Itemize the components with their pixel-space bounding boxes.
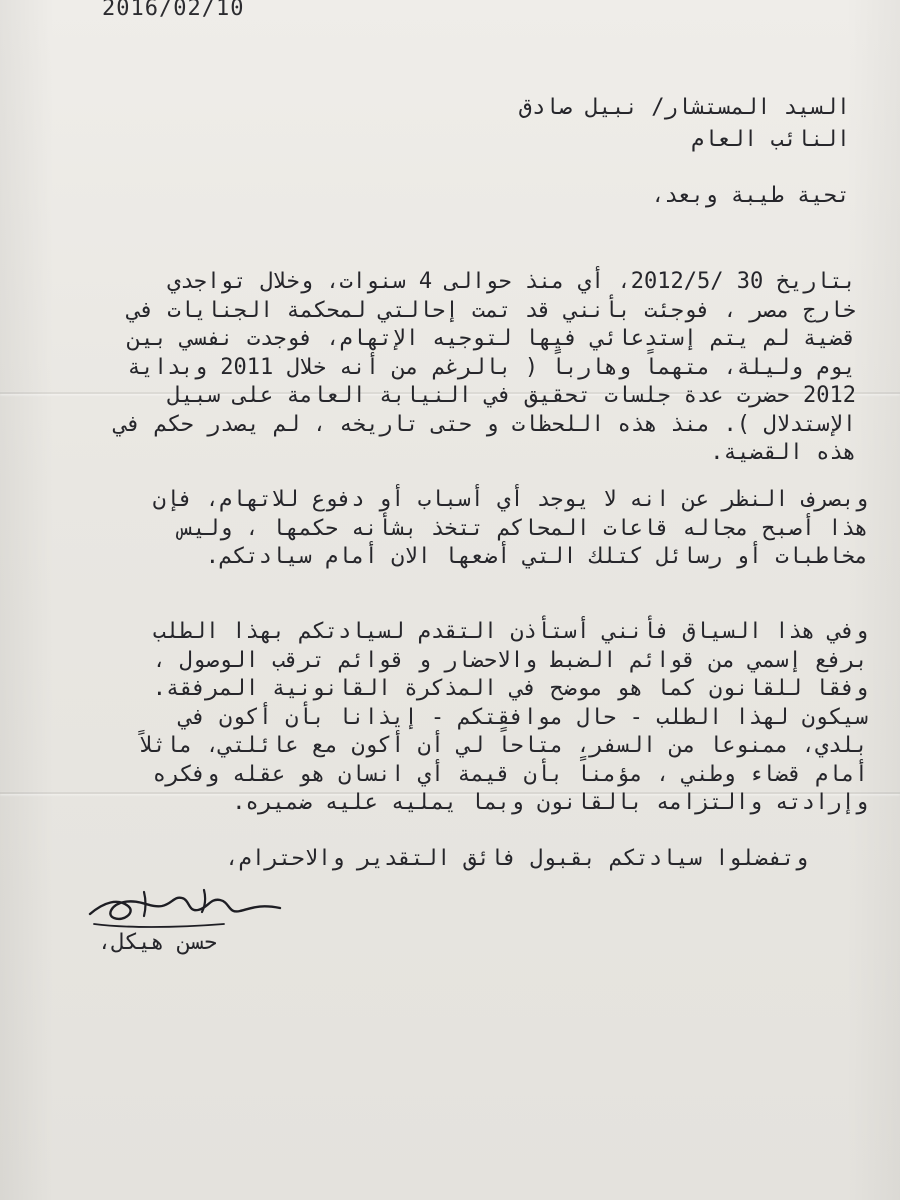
signatory-name: حسن هيكل، xyxy=(98,930,218,955)
recipient-block xyxy=(519,92,850,156)
paragraph-line: يوم وليلة، متهماً وهارباً ( بالرغم من أنه خلال 2011 وبداية xyxy=(127,354,856,380)
paragraph-line: 2012 حضرت عدة جلسات تحقيق في النيابة العامة على سبيل xyxy=(167,383,856,408)
paragraph-line: خارج مصر ، فوجئت بأنني قد تمت إحالتي لمحكمة الجنايات في xyxy=(127,297,856,323)
paragraph-line: أمام قضاء وطني ، مؤمناً بأن قيمة أي انسان هو عقله وفكره xyxy=(152,761,868,787)
paragraph-2 xyxy=(153,486,868,572)
paragraph-line: سيكون لهذا الطلب - حال موافقتكم - إيذانا بأن أكون في xyxy=(179,704,868,730)
paragraph-line: هذه القضية. xyxy=(710,440,856,465)
closing-line: وتفضلوا سيادتكم بقبول فائق التقدير والاحترام، xyxy=(225,846,808,871)
paragraph-1 xyxy=(114,268,856,468)
paragraph-line: مخاطبات أو رسائل كتلك التي أضعها الان أمام سيادتكم. xyxy=(205,544,868,569)
recipient-title: النائب العام xyxy=(691,127,850,152)
greeting: تحية طيبة وبعد، xyxy=(651,183,850,208)
paragraph-line: وإرادته والتزامه بالقانون وبما يمليه عليه ضميره. xyxy=(232,790,868,815)
paragraph-line: قضية لم يتم إستدعائي فيها لتوجيه الإتهام، فوجدت نفسي بين xyxy=(127,326,856,351)
paragraph-line: هذا أصبح مجاله قاعات المحاكم تتخذ بشأنه حكمها ، وليس xyxy=(179,515,868,541)
paragraph-line: وفي هذا السياق فأنني أستأذن التقدم لسيادتكم بهذا الطلب xyxy=(152,619,868,644)
paragraph-line: وبصرف النظر عن انه لا يوجد أي أسباب أو دفوع للاتهام، فإن xyxy=(152,487,868,512)
paragraph-line: وفقا للقانون كما هو موضح في المذكرة القانونية المرفقة. xyxy=(152,676,868,701)
letter-date: 2016/02/10 xyxy=(102,0,245,21)
paragraph-line: بتاريخ 30 /2012/5، أي منذ حوالى 4 سنوات، وخلال تواجدي xyxy=(167,269,856,294)
handwritten-signature xyxy=(84,884,284,934)
paragraph-line: برفع إسمي من قوائم الضبط والاحضار و قوائم ترقب الوصول ، xyxy=(152,647,868,673)
paragraph-line: الإستدلال ). منذ هذه اللحظات و حتى تاريخه ، لم يصدر حكم في xyxy=(114,411,856,437)
paragraph-line: بلدي، ممنوعا من السفر، متاحاً لي أن أكون مع عائلتي، ماثلاً xyxy=(139,733,868,758)
paragraph-3 xyxy=(140,618,868,818)
recipient-name: السيد المستشار/ نبيل صادق xyxy=(518,95,850,120)
